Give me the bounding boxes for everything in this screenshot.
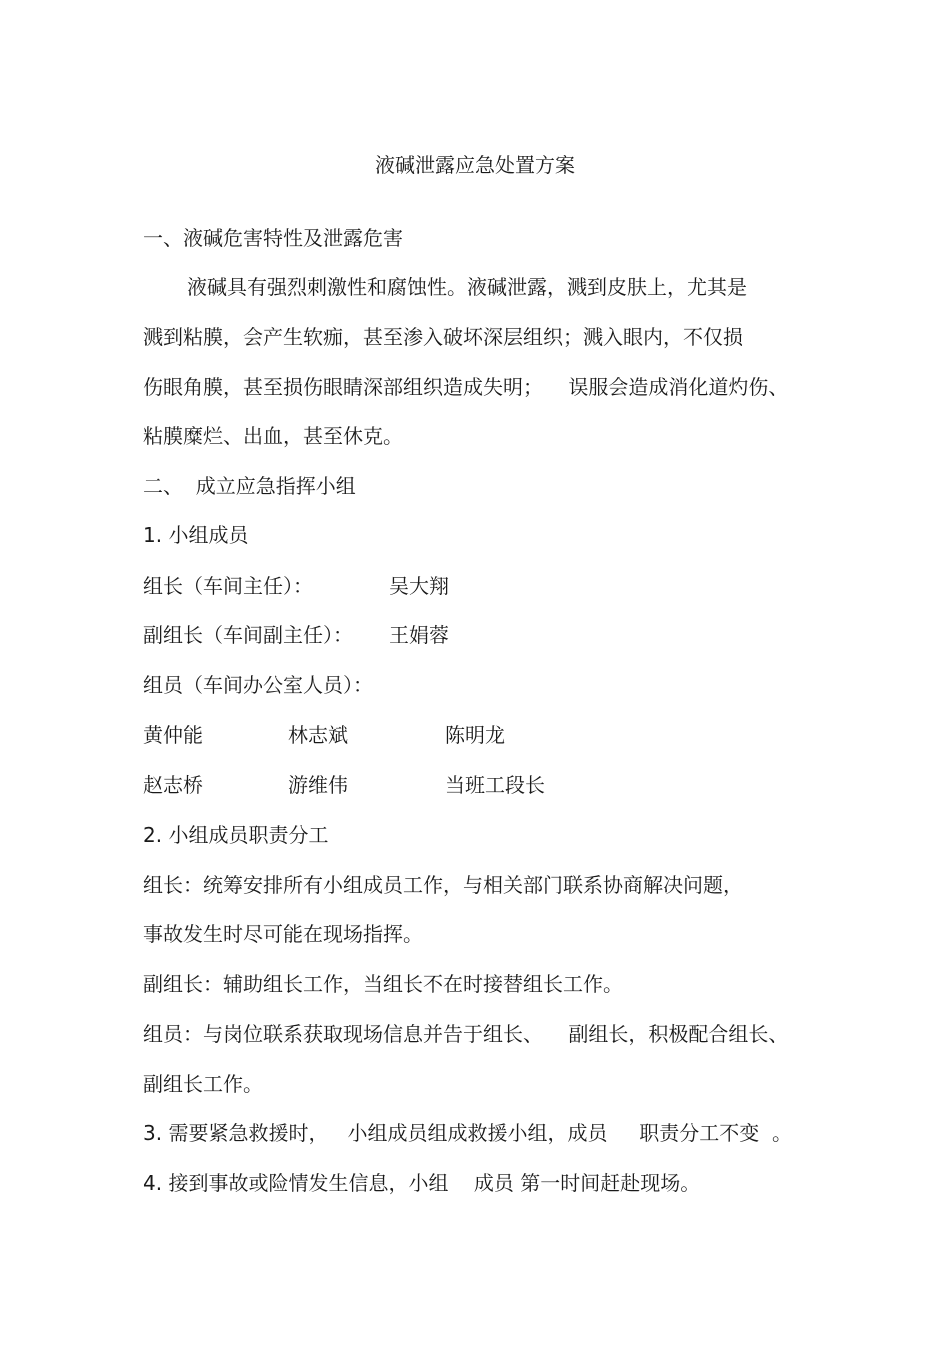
duty-leader-line: 组长：统筹安排所有小组成员工作，与相关部门联系协商解决问题， [143,873,743,897]
deputy-label: 副组长（车间副主任）： [143,623,353,647]
duty-staff-line: 副组长工作。 [143,1072,263,1096]
section1-paragraph-line: 液碱具有强烈刺激性和腐蚀性。液碱泄露，溅到皮肤上，尤其是 [187,275,747,299]
duty-leader-line: 事故发生时尽可能在现场指挥。 [143,922,423,946]
leader-label: 组长（车间主任）： [143,574,313,598]
deputy-name: 王娟蓉 [389,623,449,647]
document-title: 液碱泄露应急处置方案 [375,153,575,177]
section1-paragraph-line: 伤眼角膜，甚至损伤眼睛深部组织造成失明； 误服会造成消化道灼伤、 [143,375,789,399]
duty-staff-line: 组员：与岗位联系获取现场信息并告于组长、 副组长，积极配合组长、 [143,1022,789,1046]
section1-paragraph-line: 溅到粘膜，会产生软痂，甚至渗入破坏深层组织；溅入眼内，不仅损 [143,325,743,349]
staff-label: 组员（车间办公室人员）： [143,673,373,697]
item-3: 3. 需要紧急救援时， 小组成员组成救援小组，成员 职责分工不变 。 [143,1121,793,1145]
section1-heading: 一、液碱危害特性及泄露危害 [143,226,403,250]
section1-paragraph-line: 粘膜糜烂、出血，甚至休克。 [143,424,403,448]
staff-member: 游维伟 [288,773,348,797]
staff-member: 当班工段长 [445,773,545,797]
staff-member: 赵志桥 [143,773,203,797]
staff-member: 林志斌 [288,723,348,747]
section2-heading: 二、 成立应急指挥小组 [143,474,356,498]
staff-member: 黄仲能 [143,723,203,747]
duty-deputy-line: 副组长：辅助组长工作，当组长不在时接替组长工作。 [143,972,623,996]
item-4: 4. 接到事故或险情发生信息，小组 成员 第一时间赶赴现场。 [143,1171,701,1195]
staff-member: 陈明龙 [445,723,505,747]
duties-heading: 2. 小组成员职责分工 [143,823,329,847]
members-heading: 1. 小组成员 [143,523,249,547]
leader-name: 吴大翔 [389,574,449,598]
